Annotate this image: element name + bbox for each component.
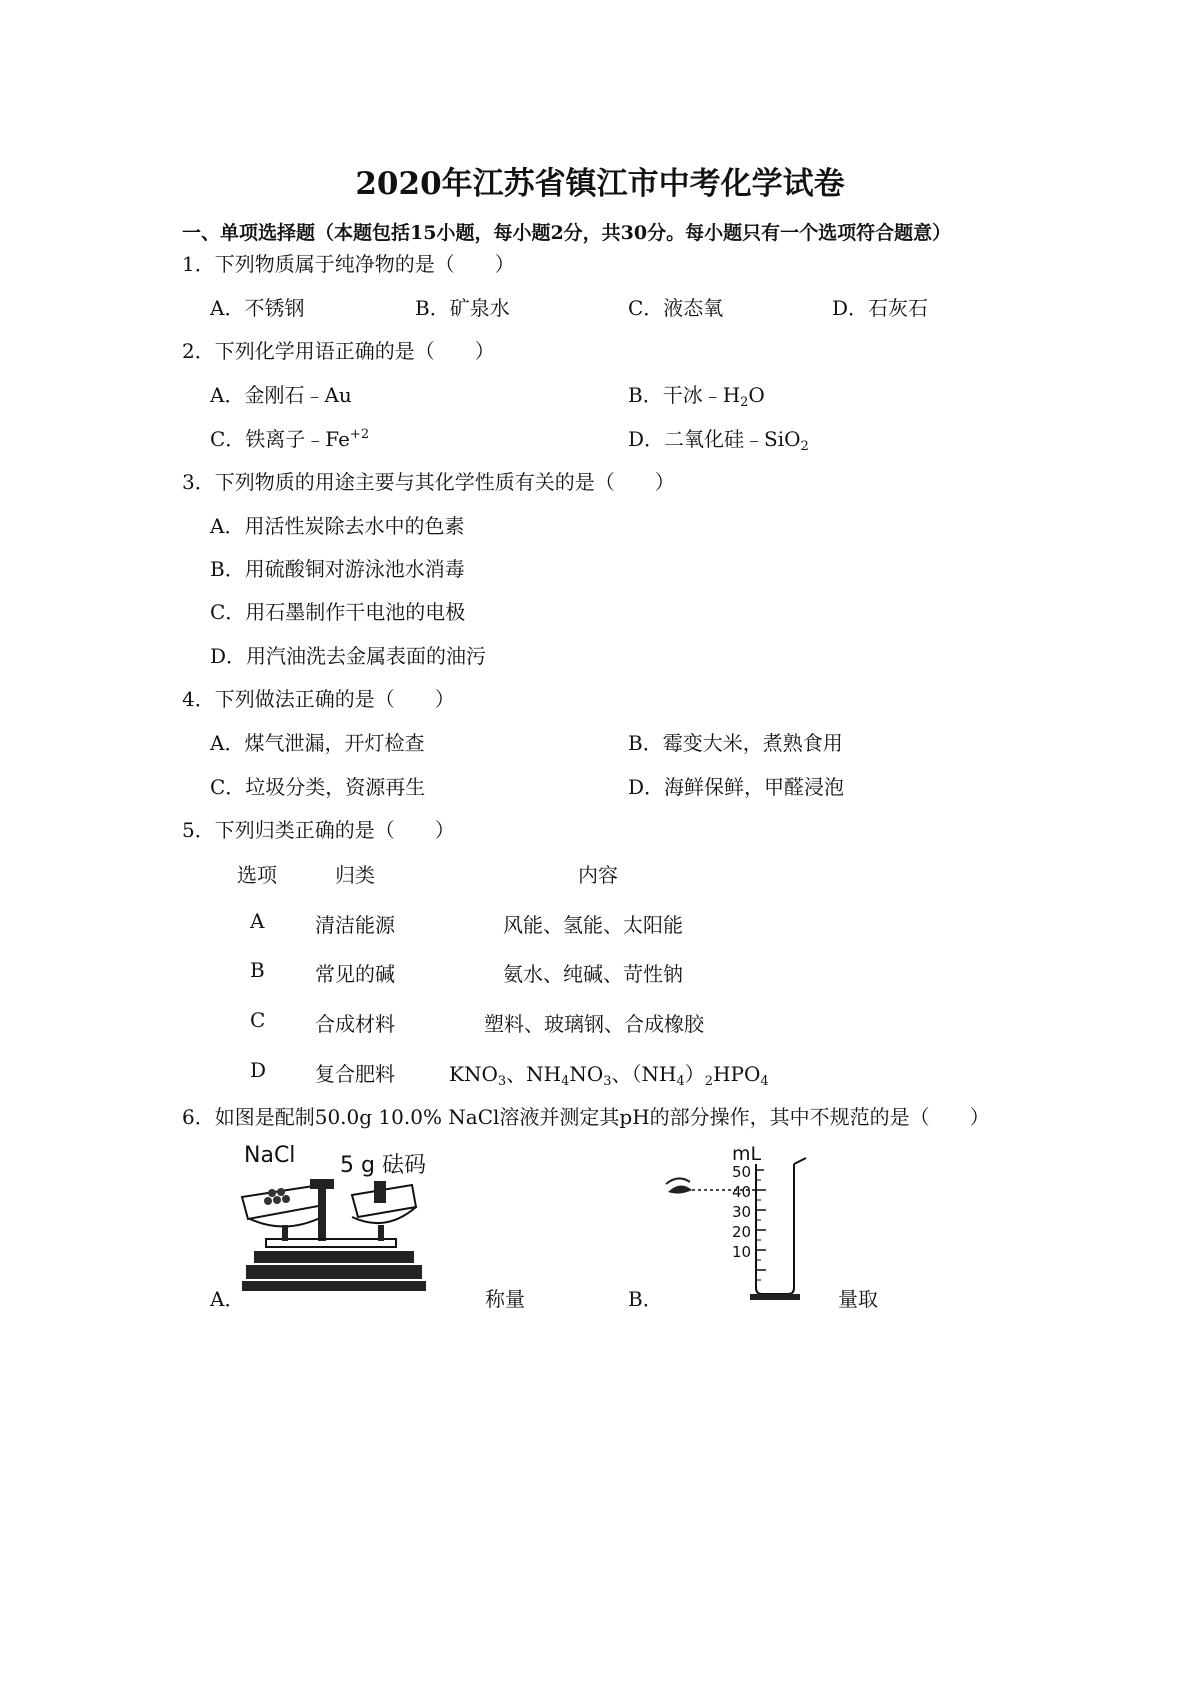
q1-option-d: D．石灰石 — [832, 296, 929, 320]
q6-option-b-letter: B． — [628, 1287, 663, 1311]
q3-option-d: D．用汽油洗去金属表面的油污 — [210, 644, 487, 668]
q2-option-b — [628, 379, 765, 410]
q4-option-c: C．垃圾分类，资源再生 — [210, 775, 426, 799]
q5-row-c-key: C — [250, 1008, 266, 1032]
q5-row-c-content: 塑料、玻璃钢、合成橡胶 — [484, 1012, 704, 1036]
q5-row-b-category: 常见的碱 — [315, 962, 395, 986]
q2-c-text: C．铁离子﹣Fe — [210, 427, 350, 451]
q1-option-a: A．不锈钢 — [210, 296, 305, 320]
exam-title: 2020年江苏省镇江市中考化学试卷 — [355, 166, 845, 202]
q2-option-d — [628, 423, 809, 454]
scale-label-20: 20 — [732, 1223, 752, 1241]
section-heading: 一、单项选择题（本题包括15小题，每小题2分，共30分。每小题只有一个选项符合题意） — [182, 222, 952, 244]
formula-sub: 4 — [561, 1074, 570, 1089]
figure-label-weight: 5 g 砝码 — [340, 1153, 426, 1178]
q2-option-c — [210, 423, 369, 452]
q6-stem: 6．如图是配制50.0g 10.0% NaCl溶液并测定其pH的部分操作，其中不规范的是（ ） — [182, 1105, 990, 1129]
q6-option-b-caption: 量取 — [838, 1287, 878, 1311]
q5-row-b-key: B — [250, 958, 265, 982]
q5-row-a-content: 风能、氢能、太阳能 — [503, 913, 683, 937]
q6-option-a-letter: A． — [210, 1287, 245, 1311]
q5-header-category: 归类 — [335, 863, 375, 887]
balance-foot — [242, 1281, 426, 1291]
scale-label-50: 50 — [732, 1163, 752, 1181]
q5-header-key: 选项 — [237, 863, 277, 887]
formula-sub: 4 — [676, 1074, 685, 1089]
formula-part: HPO — [713, 1062, 761, 1086]
formula-part: NO — [569, 1062, 604, 1086]
formula-part: ） — [684, 1062, 705, 1086]
q2-b-text: B．干冰﹣H — [628, 383, 741, 407]
q1-stem: 1．下列物质属于纯净物的是（ ） — [182, 252, 515, 276]
q1-option-c: C．液态氧 — [628, 296, 724, 320]
q5-row-d-content — [449, 1058, 769, 1089]
balance-base-top — [254, 1251, 414, 1263]
q5-header-content: 内容 — [578, 863, 618, 887]
formula-sub: 3 — [497, 1074, 507, 1089]
formula-sub: 3 — [603, 1074, 612, 1089]
q6-option-a-caption: 称量 — [485, 1287, 525, 1311]
salt-grain — [264, 1197, 272, 1205]
q4-option-a: A．煤气泄漏，开灯检查 — [210, 731, 425, 755]
q3-option-b: B．用硫酸铜对游泳池水消毒 — [210, 557, 465, 581]
q4-option-d: D．海鲜保鲜，甲醛浸泡 — [628, 775, 845, 799]
q2-option-a: A．金刚石﹣Au — [210, 383, 352, 407]
q3-option-c: C．用石墨制作干电池的电极 — [210, 600, 466, 624]
balance-base — [246, 1265, 422, 1279]
figure-label-nacl: NaCl — [244, 1143, 296, 1168]
q5-row-c-category: 合成材料 — [315, 1012, 395, 1036]
formula-part: 、（NH — [611, 1062, 677, 1086]
formula-sub: 4 — [760, 1074, 769, 1089]
scale-label-10: 10 — [732, 1243, 752, 1261]
balance-figure — [240, 1135, 450, 1305]
q5-row-b-content: 氨水、纯碱、苛性钠 — [503, 962, 683, 986]
q2-d-sub: 2 — [800, 439, 809, 454]
cylinder-base — [750, 1294, 800, 1300]
q3-stem: 3．下列物质的用途主要与其化学性质有关的是（ ） — [182, 470, 675, 494]
q1-option-b: B．矿泉水 — [415, 296, 510, 320]
q5-row-d-key: D — [250, 1058, 267, 1082]
salt-grain — [273, 1196, 281, 1204]
q5-row-d-category: 复合肥料 — [315, 1062, 395, 1086]
q2-d-text: D．二氧化硅﹣SiO — [628, 427, 801, 451]
q2-stem: 2．下列化学用语正确的是（ ） — [182, 339, 495, 363]
q3-option-a: A．用活性炭除去水中的色素 — [210, 514, 465, 538]
cylinder-spout — [794, 1158, 806, 1164]
q2-c-sup: +2 — [349, 427, 370, 442]
scale-label-40: 40 — [732, 1183, 752, 1201]
scale-label-30: 30 — [732, 1203, 752, 1221]
q5-row-a-category: 清洁能源 — [315, 913, 395, 937]
pointer-top — [310, 1179, 334, 1189]
q5-stem: 5．下列归类正确的是（ ） — [182, 818, 455, 842]
weight-block — [374, 1181, 386, 1203]
q2-b-tail: O — [748, 383, 765, 407]
formula-part: 、NH — [506, 1062, 562, 1086]
cylinder-body — [756, 1164, 794, 1294]
left-support — [282, 1225, 288, 1241]
q4-option-b: B．霉变大米，煮熟食用 — [628, 731, 843, 755]
cylinder-figure — [660, 1140, 830, 1305]
formula-part: KNO — [449, 1062, 498, 1086]
q4-stem: 4．下列做法正确的是（ ） — [182, 687, 455, 711]
q5-row-a-key: A — [250, 909, 265, 933]
formula-sub: 2 — [704, 1074, 714, 1089]
right-support — [378, 1225, 384, 1241]
eyebrow — [666, 1178, 690, 1184]
pointer-column — [318, 1189, 326, 1241]
eye-icon — [668, 1185, 692, 1193]
figure-label-ml: mL — [732, 1143, 762, 1165]
q2-b-sub: 2 — [740, 395, 749, 410]
salt-grain — [277, 1188, 285, 1196]
salt-grain — [282, 1195, 290, 1203]
salt-grain — [268, 1189, 276, 1197]
